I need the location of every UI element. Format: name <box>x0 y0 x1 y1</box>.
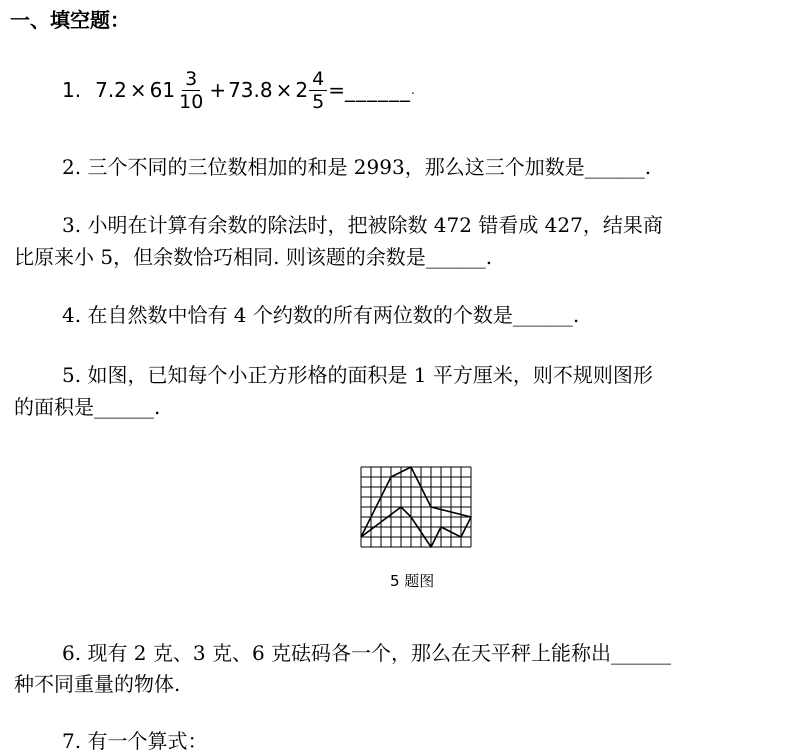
q1-period: . <box>410 83 415 97</box>
numerator: 4 <box>309 68 327 91</box>
section-title: 一、填空题： <box>10 8 130 32</box>
times-sign: × <box>275 78 293 102</box>
question-3-line-1: 3. 小明在计算有余数的除法时，把被除数 472 错看成 427，结果商 <box>62 213 663 237</box>
grid-figure-svg <box>360 466 472 552</box>
question-6-line-1: 6. 现有 2 克、3 克、6 克砝码各一个，那么在天平秤上能称出______ <box>62 641 672 665</box>
q1-whole-d: 2 <box>295 78 309 102</box>
q1-term-c: 73.8 <box>228 78 273 102</box>
numerator: 3 <box>182 68 200 91</box>
figure-caption: 5 题图 <box>390 572 435 590</box>
q1-fraction-b <box>176 68 206 113</box>
q1-whole-b: 61 <box>149 78 176 102</box>
question-5-line-1: 5. 如图，已知每个小正方形格的面积是 1 平方厘米，则不规则图形 <box>62 363 653 387</box>
plus-sign: + <box>209 78 227 102</box>
question-4: 4. 在自然数中恰有 4 个约数的所有两位数的个数是______. <box>62 303 580 327</box>
question-1 <box>62 60 415 120</box>
question-7: 7. 有一个算式： <box>62 729 208 753</box>
q1-term-a: 7.2 <box>95 78 127 102</box>
question-2: 2. 三个不同的三位数相加的和是 2993，那么这三个加数是______. <box>62 155 652 179</box>
times-sign: × <box>129 78 147 102</box>
denominator: 10 <box>179 90 204 113</box>
grid-figure <box>360 466 472 556</box>
q1-fraction-d <box>309 68 327 113</box>
answer-blank: ______ <box>344 78 411 102</box>
q1-number: 1. <box>62 78 82 102</box>
denominator: 5 <box>312 90 325 113</box>
question-6-line-2: 种不同重量的物体. <box>14 672 181 696</box>
question-5-line-2: 的面积是______. <box>14 395 161 419</box>
equals-sign: = <box>328 78 345 102</box>
question-3-line-2: 比原来小 5，但余数恰巧相同. 则该题的余数是______. <box>14 245 493 269</box>
